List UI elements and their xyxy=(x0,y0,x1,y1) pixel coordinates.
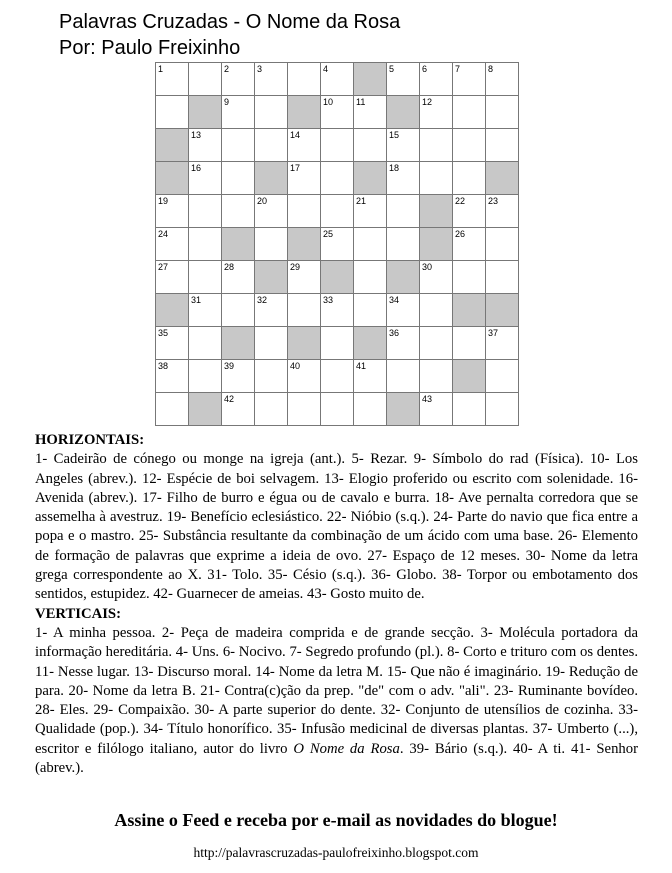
grid-cell[interactable] xyxy=(189,63,222,96)
grid-cell[interactable] xyxy=(453,261,486,294)
clue-number: 19 xyxy=(158,196,169,206)
clue-number: 33 xyxy=(323,295,334,305)
clue-number: 7 xyxy=(455,64,461,74)
grid-cell[interactable] xyxy=(321,63,354,96)
grid-cell[interactable] xyxy=(156,63,189,96)
grid-cell[interactable] xyxy=(354,195,387,228)
book-title-italic: O Nome da Rosa xyxy=(293,740,400,757)
grid-cell[interactable] xyxy=(222,261,255,294)
crossword-grid xyxy=(155,62,519,426)
grid-cell[interactable] xyxy=(420,393,453,426)
grid-cell[interactable] xyxy=(387,195,420,228)
grid-cell[interactable] xyxy=(222,360,255,393)
grid-cell[interactable] xyxy=(321,96,354,129)
grid-cell[interactable] xyxy=(288,360,321,393)
clue-number: 5 xyxy=(389,64,395,74)
blog-url-link[interactable]: http://palavrascruzadas-paulofreixinho.blogspot.com xyxy=(193,845,479,860)
grid-cell[interactable] xyxy=(420,129,453,162)
grid-cell[interactable] xyxy=(453,195,486,228)
grid-cell[interactable] xyxy=(354,294,387,327)
clue-number: 39 xyxy=(224,361,235,371)
grid-blocked-cell xyxy=(255,261,288,294)
clue-number: 2 xyxy=(224,64,230,74)
grid-cell[interactable] xyxy=(486,393,519,426)
grid-blocked-cell xyxy=(453,360,486,393)
clue-number: 6 xyxy=(422,64,428,74)
grid-cell[interactable] xyxy=(255,195,288,228)
header xyxy=(59,9,400,61)
grid-cell[interactable] xyxy=(321,393,354,426)
grid-cell[interactable] xyxy=(255,393,288,426)
grid-cell[interactable] xyxy=(387,129,420,162)
grid-cell[interactable] xyxy=(420,63,453,96)
grid-cell[interactable] xyxy=(255,294,288,327)
clue-number: 9 xyxy=(224,97,230,107)
grid-cell[interactable] xyxy=(486,327,519,360)
down-clues-text xyxy=(35,624,638,778)
clue-number: 12 xyxy=(422,97,433,107)
clue-number: 40 xyxy=(290,361,301,371)
grid-cell[interactable] xyxy=(453,129,486,162)
clue-number: 38 xyxy=(158,361,169,371)
grid-cell[interactable] xyxy=(222,96,255,129)
grid-blocked-cell xyxy=(354,162,387,195)
grid-cell[interactable] xyxy=(486,360,519,393)
grid-blocked-cell xyxy=(321,261,354,294)
across-clues-text: 1- Cadeirão de cónego ou monge na igreja (ant.). 5- Rezar. 9- Símbolo do rad (Física). 10- Los Angeles (abrev.). 12- Espécie de boi selvagem. 13- Elogio proferido ou escrito com solenidade. 16- Avenida (abrev.). 17- Filho de burro e égua ou de cavalo e burra. 18- Ave pernalta corredora que se assemelha à avestruz. 19- Benefício eclesiástico. 22- Nióbio (s.q.). 24- Parte do navio que fica entre a popa e o mastro. 25- Substância resultante da combinação de um ácido com uma base. 26- Elemento de formação de palavras que exprime a ideia de ovo. 27- Espaço de 12 meses. 30- Nome da letra grega correspondente ao X. 31- Tolo. 35- Césio (s.q.). 36- Globo. 38- Torpor ou embotamento dos sentidos, estupidez. 42- Guarnecer de ameias. 43- Gosto muito de. xyxy=(35,451,638,603)
grid-blocked-cell xyxy=(156,162,189,195)
grid-blocked-cell xyxy=(288,228,321,261)
grid-cell[interactable] xyxy=(156,261,189,294)
down-clues-heading: VERTICAIS: xyxy=(35,605,121,622)
clue-number: 37 xyxy=(488,328,499,338)
grid-cell[interactable] xyxy=(189,261,222,294)
grid-cell[interactable] xyxy=(255,360,288,393)
grid-blocked-cell xyxy=(156,294,189,327)
grid-blocked-cell xyxy=(420,228,453,261)
grid-blocked-cell xyxy=(387,261,420,294)
grid-blocked-cell xyxy=(420,195,453,228)
grid-blocked-cell xyxy=(222,228,255,261)
grid-cell[interactable] xyxy=(486,195,519,228)
grid-cell[interactable] xyxy=(222,294,255,327)
grid-blocked-cell xyxy=(189,393,222,426)
grid-cell[interactable] xyxy=(288,294,321,327)
clue-number: 30 xyxy=(422,262,433,272)
grid-cell[interactable] xyxy=(288,63,321,96)
grid-cell[interactable] xyxy=(387,294,420,327)
across-clues-heading: HORIZONTAIS: xyxy=(35,432,145,448)
grid-cell[interactable] xyxy=(420,294,453,327)
clue-number: 14 xyxy=(290,130,301,140)
clue-number: 29 xyxy=(290,262,301,272)
grid-cell[interactable] xyxy=(288,162,321,195)
grid-cell[interactable] xyxy=(222,162,255,195)
grid-cell[interactable] xyxy=(453,393,486,426)
grid-cell[interactable] xyxy=(486,96,519,129)
grid-cell[interactable] xyxy=(321,129,354,162)
clue-number: 24 xyxy=(158,229,169,239)
grid-cell[interactable] xyxy=(321,228,354,261)
grid-cell[interactable] xyxy=(189,327,222,360)
grid-cell[interactable] xyxy=(288,195,321,228)
clue-number: 17 xyxy=(290,163,301,173)
grid-cell[interactable] xyxy=(387,327,420,360)
grid-cell[interactable] xyxy=(288,393,321,426)
grid-cell[interactable] xyxy=(222,129,255,162)
grid-blocked-cell xyxy=(387,96,420,129)
grid-cell[interactable] xyxy=(189,195,222,228)
grid-cell[interactable] xyxy=(321,195,354,228)
grid-blocked-cell xyxy=(354,63,387,96)
grid-cell[interactable] xyxy=(255,228,288,261)
clue-number: 1 xyxy=(158,64,164,74)
grid-cell[interactable] xyxy=(420,327,453,360)
grid-cell[interactable] xyxy=(321,360,354,393)
grid-cell[interactable] xyxy=(255,63,288,96)
clue-number: 32 xyxy=(257,295,268,305)
grid-blocked-cell xyxy=(288,327,321,360)
grid-cell[interactable] xyxy=(387,360,420,393)
clue-number: 10 xyxy=(323,97,334,107)
grid-blocked-cell xyxy=(354,327,387,360)
clue-number: 26 xyxy=(455,229,466,239)
grid-cell[interactable] xyxy=(321,162,354,195)
grid-cell[interactable] xyxy=(486,228,519,261)
grid-cell[interactable] xyxy=(156,96,189,129)
clue-number: 34 xyxy=(389,295,400,305)
grid-cell[interactable] xyxy=(453,96,486,129)
clue-number: 23 xyxy=(488,196,499,206)
grid-cell[interactable] xyxy=(189,228,222,261)
clue-number: 41 xyxy=(356,361,367,371)
grid-cell[interactable] xyxy=(354,261,387,294)
feed-subscribe-message: Assine o Feed e receba por e-mail as novidades do blogue! xyxy=(114,810,558,830)
clue-number: 36 xyxy=(389,328,400,338)
grid-cell[interactable] xyxy=(255,96,288,129)
grid-blocked-cell xyxy=(288,96,321,129)
page-title: Palavras Cruzadas - O Nome da Rosa xyxy=(59,11,401,33)
grid-cell[interactable] xyxy=(354,129,387,162)
grid-cell[interactable] xyxy=(486,63,519,96)
grid-cell[interactable] xyxy=(453,162,486,195)
grid-cell[interactable] xyxy=(222,393,255,426)
grid-cell[interactable] xyxy=(354,96,387,129)
grid-cell[interactable] xyxy=(420,360,453,393)
clue-number: 16 xyxy=(191,163,202,173)
grid-blocked-cell xyxy=(222,327,255,360)
clue-number: 35 xyxy=(158,328,169,338)
grid-blocked-cell xyxy=(453,294,486,327)
grid-cell[interactable] xyxy=(420,96,453,129)
grid-blocked-cell xyxy=(486,294,519,327)
grid-cell[interactable] xyxy=(156,195,189,228)
grid-cell[interactable] xyxy=(288,261,321,294)
grid-cell[interactable] xyxy=(387,63,420,96)
grid-cell[interactable] xyxy=(189,129,222,162)
grid-cell[interactable] xyxy=(453,228,486,261)
grid-cell[interactable] xyxy=(486,129,519,162)
grid-cell[interactable] xyxy=(156,327,189,360)
grid-blocked-cell xyxy=(387,393,420,426)
grid-cell[interactable] xyxy=(354,360,387,393)
grid-blocked-cell xyxy=(486,162,519,195)
grid-cell[interactable] xyxy=(255,327,288,360)
grid-cell[interactable] xyxy=(156,393,189,426)
down-clues-text-part1: 1- A minha pessoa. 2- Peça de madeira comprida e de grande secção. 3- Molécula portadora da informação hereditária. 4- Uns. 6- Nocivo. 7- Segredo profundo (pl.). 8- Corto e trituro com os dentes. 11- Nesse lugar. 13- Discurso moral. 14- Nome da letra M. 15- Que não é imaginário. 19- Redução de para. 20- Nome da letra B. 21- Contra(c)ção da prep. "de" com o adv. "ali". 23- Ruminante bovídeo. 28- Eles. 29- Compaixão. 30- A parte superior do dente. 32- Conjunto de utensílios de cozinha. 33- Qualidade (pop.). 34- Título honorífico. 35- Infusão medicinal de diversas plantas. 37- Umberto (...), escritor e filólogo italiano, autor do livro xyxy=(35,624,638,757)
clue-number: 18 xyxy=(389,163,400,173)
grid-cell[interactable] xyxy=(321,294,354,327)
grid-cell[interactable] xyxy=(222,63,255,96)
grid-cell[interactable] xyxy=(288,129,321,162)
grid-cell[interactable] xyxy=(189,294,222,327)
grid-cell[interactable] xyxy=(189,162,222,195)
grid-cell[interactable] xyxy=(354,393,387,426)
clue-number: 15 xyxy=(389,130,400,140)
clue-number: 3 xyxy=(257,64,263,74)
clue-number: 22 xyxy=(455,196,466,206)
grid-cell[interactable] xyxy=(420,162,453,195)
grid-cell[interactable] xyxy=(255,129,288,162)
grid-cell[interactable] xyxy=(420,261,453,294)
clue-number: 11 xyxy=(356,97,366,107)
clue-number: 20 xyxy=(257,196,268,206)
clue-number: 27 xyxy=(158,262,169,272)
clues-section xyxy=(35,431,638,778)
clue-number: 43 xyxy=(422,394,433,404)
clue-number: 13 xyxy=(191,130,202,140)
grid-cell[interactable] xyxy=(222,195,255,228)
grid-blocked-cell xyxy=(189,96,222,129)
clue-number: 25 xyxy=(323,229,334,239)
grid-cell[interactable] xyxy=(189,360,222,393)
clue-number: 42 xyxy=(224,394,235,404)
clue-number: 31 xyxy=(191,295,202,305)
clue-number: 4 xyxy=(323,64,329,74)
grid-cell[interactable] xyxy=(486,261,519,294)
grid-cell[interactable] xyxy=(387,228,420,261)
grid-cell[interactable] xyxy=(156,228,189,261)
down-clues-text-part2: . 39- Bário (s.q.). 40- A ti. 41- Senhor (abrev.). xyxy=(35,740,638,777)
grid-blocked-cell xyxy=(255,162,288,195)
grid-cell[interactable] xyxy=(453,327,486,360)
grid-cell[interactable] xyxy=(387,162,420,195)
clue-number: 21 xyxy=(356,196,367,206)
grid-cell[interactable] xyxy=(321,327,354,360)
page-byline: Por: Paulo Freixinho xyxy=(59,37,241,59)
clue-number: 8 xyxy=(488,64,494,74)
grid-cell[interactable] xyxy=(156,360,189,393)
grid-cell[interactable] xyxy=(453,63,486,96)
clue-number: 28 xyxy=(224,262,235,272)
grid-cell[interactable] xyxy=(354,228,387,261)
grid-blocked-cell xyxy=(156,129,189,162)
